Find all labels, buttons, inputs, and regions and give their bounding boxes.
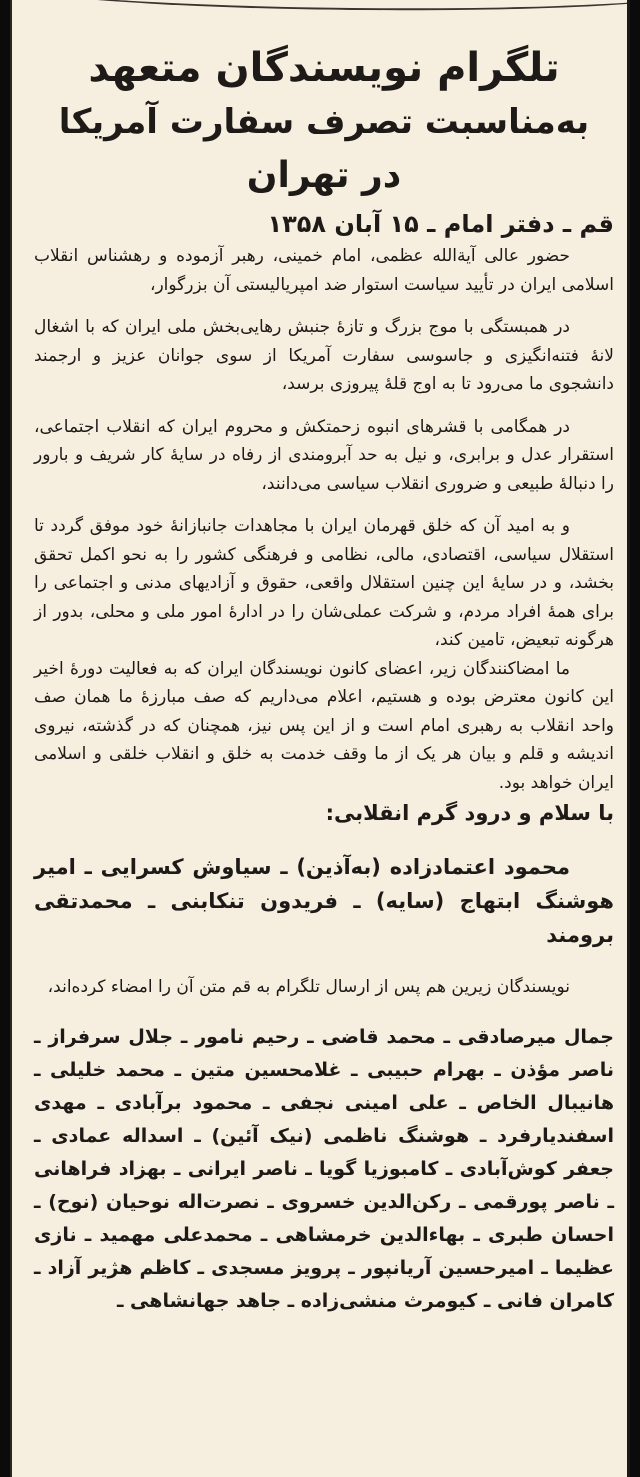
secondary-note (34, 973, 614, 1002)
headline-line-3: در تهران (246, 155, 402, 196)
paragraph-3 (34, 512, 614, 655)
paragraph-text: و به امید آن که خلق قهرمان ایران با مجاهدات جانبازانهٔ خود موفق گردد تا استقلال سیاسی، اقتصادی، مالی، نظامی و فرهنگی کشور را به نحو اکمل تحقق بخشد، و در سایهٔ این چنین استقلال واقعی، حقوق و آزادیهای مدنی و اجتماعی را برای همهٔ افراد مردم، و شرکت عملی‌شان را در ادارهٔ امور ملی و محلی، بدور از هرگونه تبعیض، تامین کند، (34, 516, 614, 650)
paragraph-text: در همگامی با قشرهای انبوه زحمتکش و محروم ایران که انقلاب اجتماعی، استقرار عدل و برابری، و نیل به حد آبرومندی از رفاه در سایهٔ کار شریف و بارور را دنبالهٔ طبیعی و ضروری انقلاب سیاسی می‌دانند، (34, 416, 614, 494)
paragraph-text: ما امضاکنندگان زیر، اعضای کانون نویسندگان ایران که به فعالیت دورهٔ اخیر این کانون معترض بوده و هستیم، اعلام می‌داریم که صف مبارزهٔ ما همان صف واحد انقلاب به رهبری امام است و از این پس نیز، همچنان که در گذشته، نیروی اندیشه و قلم و بیان هر یک از ما وقف خدمت به خلق و انقلاب خلقی و اسلامی ایران خواهد بود. (34, 658, 614, 793)
headline-line-2: به‌مناسبت تصرف سفارت آمریکا (58, 102, 590, 142)
headline-line-1: تلگرام نویسندگان متعهد (88, 45, 560, 91)
dateline: قم ـ دفتر امام ـ ۱۵ آبان ۱۳۵۸ (267, 210, 614, 238)
paragraph-4 (34, 655, 614, 798)
salutation (34, 242, 614, 299)
primary-signatories (34, 850, 614, 952)
paragraph-2 (34, 413, 614, 499)
article (34, 0, 614, 1337)
newspaper-clipping (10, 0, 630, 1477)
salutation-text: حضور عالی آیة‌الله عظمی، امام خمینی، رهبر آزموده و رهشناس انقلاب اسلامی ایران در تأیید سیاست استوار ضد امپریالیستی آن بزرگوار، (34, 246, 614, 295)
column-rule (627, 0, 630, 1477)
secondary-signatories: جمال میرصادقی ـ محمد قاضی ـ رحیم نامور ـ جلال سرفراز ـ ناصر مؤذن ـ بهرام حبیبی ـ غلامحسین متین ـ محمد خلیلی ـ هانیبال الخاص ـ علی امینی نجفی ـ محمود برآبادی ـ مهدی اسفندیارفرد ـ هوشنگ ناظمی (نیک آئین) ـ اسداله عمادی ـ جعفر کوش‌آبادی ـ کامبوزیا گویا ـ ناصر ایرانی ـ بهزاد فراهانی ـ ناصر پورقمی ـ رکن‌الدین خسروی ـ نصرت‌اله نوحیان (نوح) ـ احسان طبری ـ بهاءالدین خرمشاهی ـ محمدعلی مهمید ـ نازی عظیما ـ امیرحسین آریانپور ـ پرویز مسجدی ـ کاظم هژیر آزاد ـ کامران فانی ـ کیومرث منشی‌زاده ـ جاهد جهانشاهی ـ (34, 1025, 614, 1312)
closing-line: با سلام و درود گرم انقلابی: (325, 801, 614, 825)
paragraph-1 (34, 313, 614, 399)
primary-signatories-text: محمود اعتمادزاده (به‌آذین) ـ سیاوش کسرایی ـ امیر هوشنگ ابتهاج (سایه) ـ فریدون تنکابنی ـ محمدتقی برومند (34, 855, 614, 947)
paragraph-text: در همبستگی با موج بزرگ و تازهٔ جنبش رهایی‌بخش ملی ایران که با اشغال لانهٔ فتنه‌انگیزی و جاسوسی سفارت آمریکا از سوی جوانان عزیز و ارجمند دانشجوی ما می‌رود تا به اوج قلهٔ پیروزی برسد، (34, 317, 614, 394)
secondary-note-text: نویسندگان زیرین هم پس از ارسال تلگرام به قم متن آن را امضاء کرده‌اند، (47, 977, 570, 997)
